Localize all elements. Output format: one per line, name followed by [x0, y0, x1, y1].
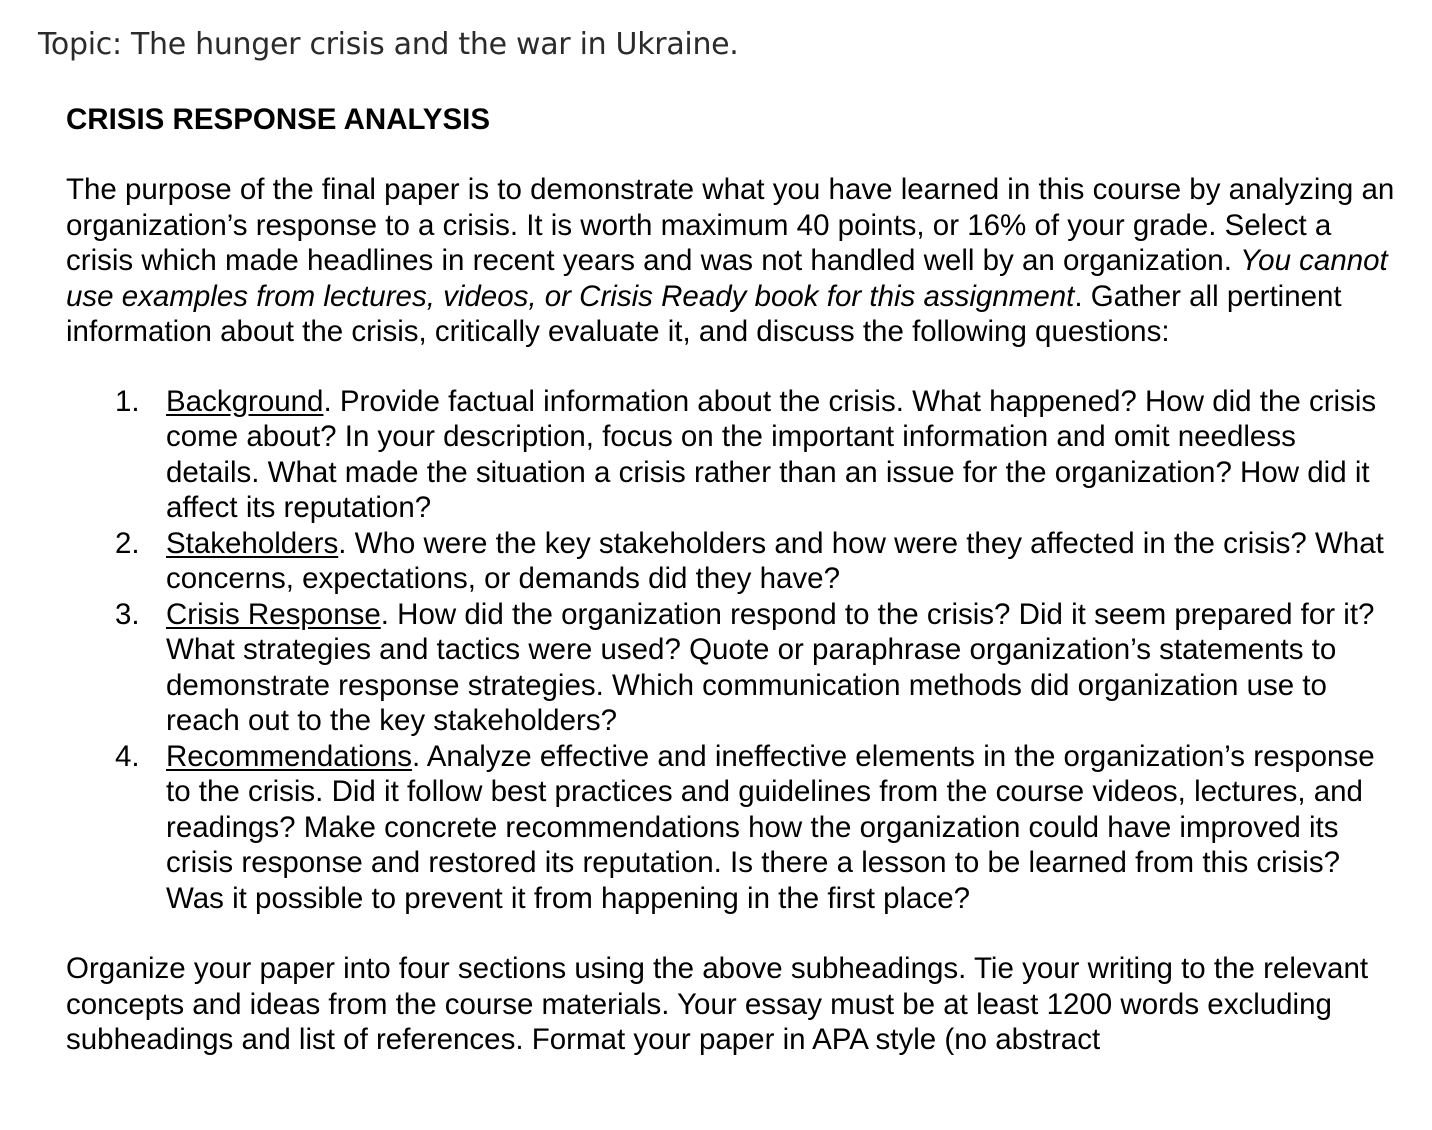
question-text: . Provide factual information about the crisis. What happened? How did the crisis come about? In your description, focus on the important information and omit needless details. What made the situation a crisis rather than an issue for the organization? How did it affect its reputation?	[166, 384, 1377, 524]
list-number: 1.	[115, 384, 140, 418]
question-text: . How did the organization respond to the crisis? Did it seem prepared for it? What strategies and tactics were used? Quote or paraphrase organization’s statements to demonstrate response strategies. Which communication methods did organization use to reach out to the key stakeholders?	[166, 597, 1375, 737]
list-number: 2.	[115, 526, 140, 560]
question-list	[66, 384, 1396, 917]
question-title-background: Background	[166, 384, 324, 418]
intro-text-b: . Gather all pertinent information about the crisis, critically evaluate it, and discuss the following questions:	[66, 279, 1342, 348]
question-title-recommendations: Recommendations	[166, 739, 412, 773]
question-text: . Analyze effective and ineffective elements in the organization’s response to the crisis. Did it follow best practices and guidelines from the course videos, lectures, and readings? Make concrete recommendations how the organization could have improved its crisis response and restored its reputation. Is there a lesson to be learned from this crisis? Was it possible to prevent it from happening in the first place?	[166, 739, 1375, 915]
list-number: 4.	[115, 739, 140, 773]
assignment-document	[66, 100, 1396, 1058]
question-title-crisis-response: Crisis Response	[166, 597, 381, 631]
list-item	[66, 739, 1396, 917]
question-text: . Who were the key stakeholders and how were they affected in the crisis? What concerns, expectations, or demands did they have?	[166, 526, 1384, 595]
intro-paragraph	[66, 172, 1396, 350]
list-number: 3.	[115, 597, 140, 631]
intro-text-a: The purpose of the final paper is to demonstrate what you have learned in this course by analyzing an organization’s response to a crisis. It is worth maximum 40 points, or 16% of your grade. Select a crisis which made headlines in recent years and was not handled well by an organization.	[66, 173, 1395, 277]
topic-line: Topic: The hunger crisis and the war in Ukraine.	[38, 27, 739, 62]
question-title-stakeholders: Stakeholders	[166, 526, 339, 560]
closing-paragraph: Organize your paper into four sections using the above subheadings. Tie your writing to the relevant concepts and ideas from the course materials. Your essay must be at least 1200 words excluding subheadings and list of references. Format your paper in APA style (no abstract	[66, 952, 1369, 1056]
list-item	[66, 384, 1396, 526]
list-item	[66, 526, 1396, 597]
document-heading: CRISIS RESPONSE ANALYSIS	[66, 103, 491, 136]
list-item	[66, 597, 1396, 739]
intro-italic-note: You cannot use examples from lectures, videos, or Crisis Ready book for this assignment	[66, 244, 1388, 313]
